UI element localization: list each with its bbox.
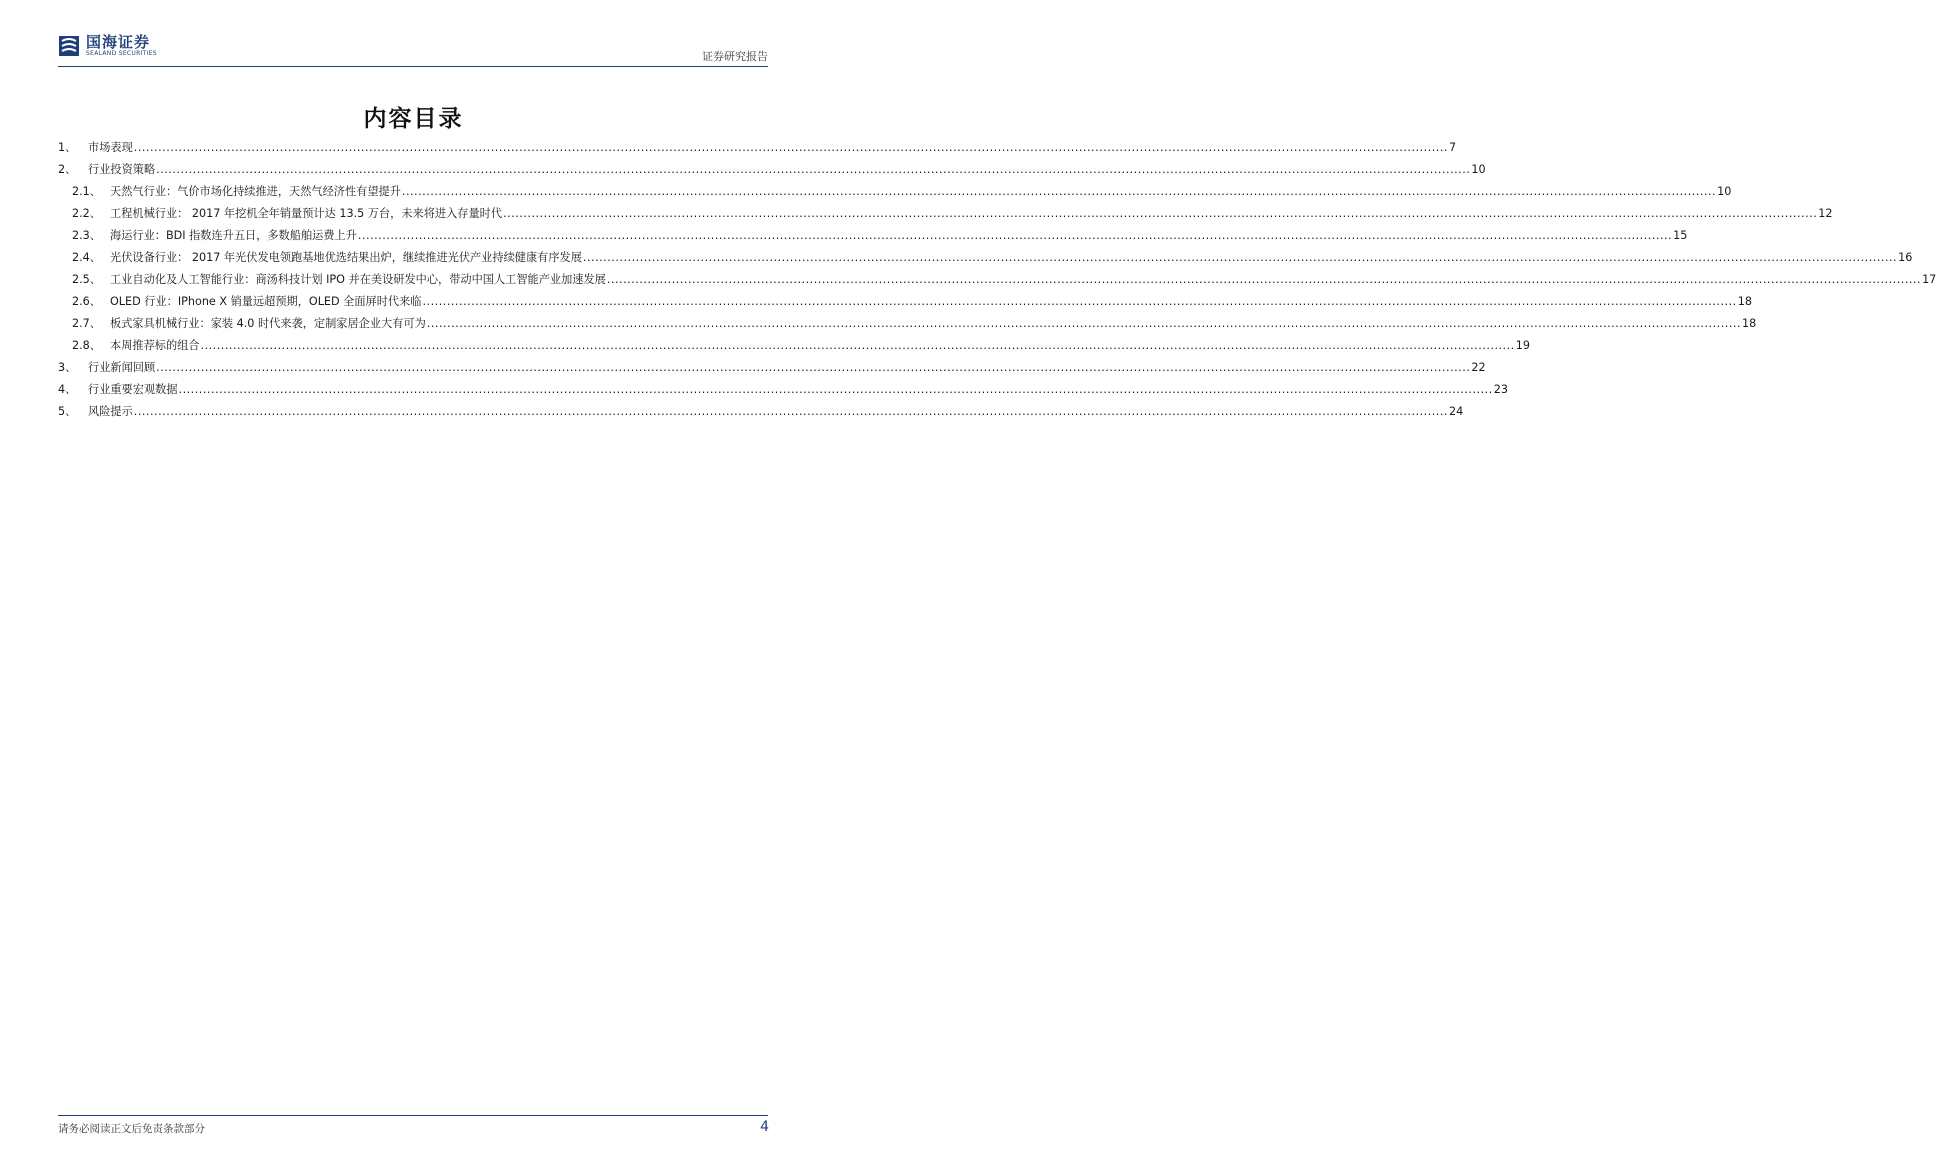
toc-entry-title: 风险提示 — [88, 405, 133, 418]
footer-disclaimer: 请务必阅读正文后免责条款部分 — [58, 1123, 205, 1135]
toc-dot-leader — [503, 207, 1817, 220]
toc-entry-page: 18 — [1742, 317, 1757, 330]
toc-entry[interactable] — [58, 315, 1757, 337]
toc-dot-leader — [134, 405, 1448, 418]
toc-dot-leader — [156, 361, 1470, 374]
footer-divider — [58, 1115, 768, 1116]
toc-entry-title: 工程机械行业： 2017 年挖机全年销量预计达 13.5 万台，未来将进入存量时代 — [110, 207, 503, 220]
toc-entry-page: 17 — [1922, 273, 1936, 286]
toc-dot-leader — [156, 163, 1470, 176]
toc-entry-number: 2.1、 — [72, 185, 101, 198]
toc-entry-number: 2.7、 — [72, 317, 101, 330]
toc-entry-title: 行业投资策略 — [88, 163, 156, 176]
logo-english-name: SEALAND SECURITIES — [86, 50, 157, 57]
toc-entry-title: 工业自动化及人工智能行业：商汤科技计划 IPO 并在美设研发中心，带动中国人工智能产业加速发展 — [110, 273, 606, 286]
toc-title: 内容目录 — [363, 105, 464, 132]
toc-entry-title: 市场表现 — [88, 141, 133, 154]
toc-entry[interactable] — [58, 205, 1833, 227]
toc-entry[interactable] — [58, 183, 1732, 205]
toc-dot-leader — [583, 251, 1897, 264]
toc-entry-page: 12 — [1818, 207, 1833, 220]
toc-entry-title: 行业重要宏观数据 — [88, 383, 178, 396]
toc-entry-title: 行业新闻回顾 — [88, 361, 156, 374]
page-number: 4 — [760, 1119, 769, 1135]
toc-entry-title: 光伏设备行业： 2017 年光伏发电领跑基地优选结果出炉，继续推进光伏产业持续健康有序发展 — [110, 251, 582, 264]
toc-dot-leader — [358, 229, 1672, 242]
toc-dot-leader — [422, 295, 1736, 308]
toc-entry-title: 本周推荐标的组合 — [110, 339, 200, 352]
toc-entry-number: 2.3、 — [72, 229, 101, 242]
toc-entry-title: 海运行业：BDI 指数连升五日，多数船舶运费上升 — [110, 229, 357, 242]
toc-entry[interactable] — [58, 227, 1688, 249]
toc-entry-page: 15 — [1673, 229, 1688, 242]
toc-entry-number: 2、 — [58, 163, 77, 176]
toc-entry-title: OLED 行业：IPhone X 销量远超预期，OLED 全面屏时代来临 — [110, 295, 422, 308]
toc-entry[interactable] — [58, 249, 1913, 271]
toc-dot-leader — [201, 339, 1515, 352]
toc-entry-number: 3、 — [58, 361, 77, 374]
toc-entry-number: 5、 — [58, 405, 77, 418]
toc-entry[interactable] — [58, 271, 1936, 293]
toc-dot-leader — [179, 383, 1493, 396]
toc-entry[interactable] — [58, 161, 1486, 183]
toc-entry[interactable] — [58, 359, 1486, 381]
toc-dot-leader — [607, 273, 1921, 286]
page-header — [58, 30, 768, 66]
toc-entry-title: 板式家具机械行业：家装 4.0 时代来袭，定制家居企业大有可为 — [110, 317, 426, 330]
toc-entry-number: 2.6、 — [72, 295, 101, 308]
toc-dot-leader — [427, 317, 1741, 330]
toc-entry-page: 18 — [1737, 295, 1752, 308]
logo-chinese-name: 国海证券 — [86, 33, 151, 51]
toc-entry-page: 10 — [1471, 163, 1486, 176]
toc-entry-number: 2.8、 — [72, 339, 101, 352]
toc-entry-page: 7 — [1448, 141, 1457, 154]
toc-entry[interactable] — [58, 293, 1752, 315]
toc-entry-title: 天然气行业：气价市场化持续推进，天然气经济性有望提升 — [110, 185, 401, 198]
toc-dot-leader — [134, 141, 1448, 154]
toc-entry[interactable] — [58, 337, 1530, 359]
toc-entry-number: 2.2、 — [72, 207, 101, 220]
toc-entry-number: 4、 — [58, 383, 77, 396]
toc-entry[interactable] — [58, 381, 1508, 403]
toc-entry-page: 23 — [1493, 383, 1508, 396]
sealand-logo-icon — [58, 35, 80, 57]
toc-entry-page: 24 — [1448, 405, 1464, 418]
toc-entry-page: 19 — [1515, 339, 1530, 352]
toc-entry-page: 22 — [1471, 361, 1486, 374]
toc-entry-number: 1、 — [58, 141, 77, 154]
toc-entry-page: 16 — [1898, 251, 1913, 264]
toc-dot-leader — [402, 185, 1716, 198]
company-logo — [58, 34, 157, 58]
toc-entry[interactable] — [58, 403, 1464, 425]
toc-entry[interactable] — [58, 139, 1457, 161]
header-divider — [58, 66, 768, 67]
toc-entry-number: 2.4、 — [72, 251, 101, 264]
toc-entry-number: 2.5、 — [72, 273, 101, 286]
table-of-contents — [58, 139, 1936, 425]
report-type-label: 证券研究报告 — [702, 50, 768, 63]
toc-entry-page: 10 — [1717, 185, 1732, 198]
